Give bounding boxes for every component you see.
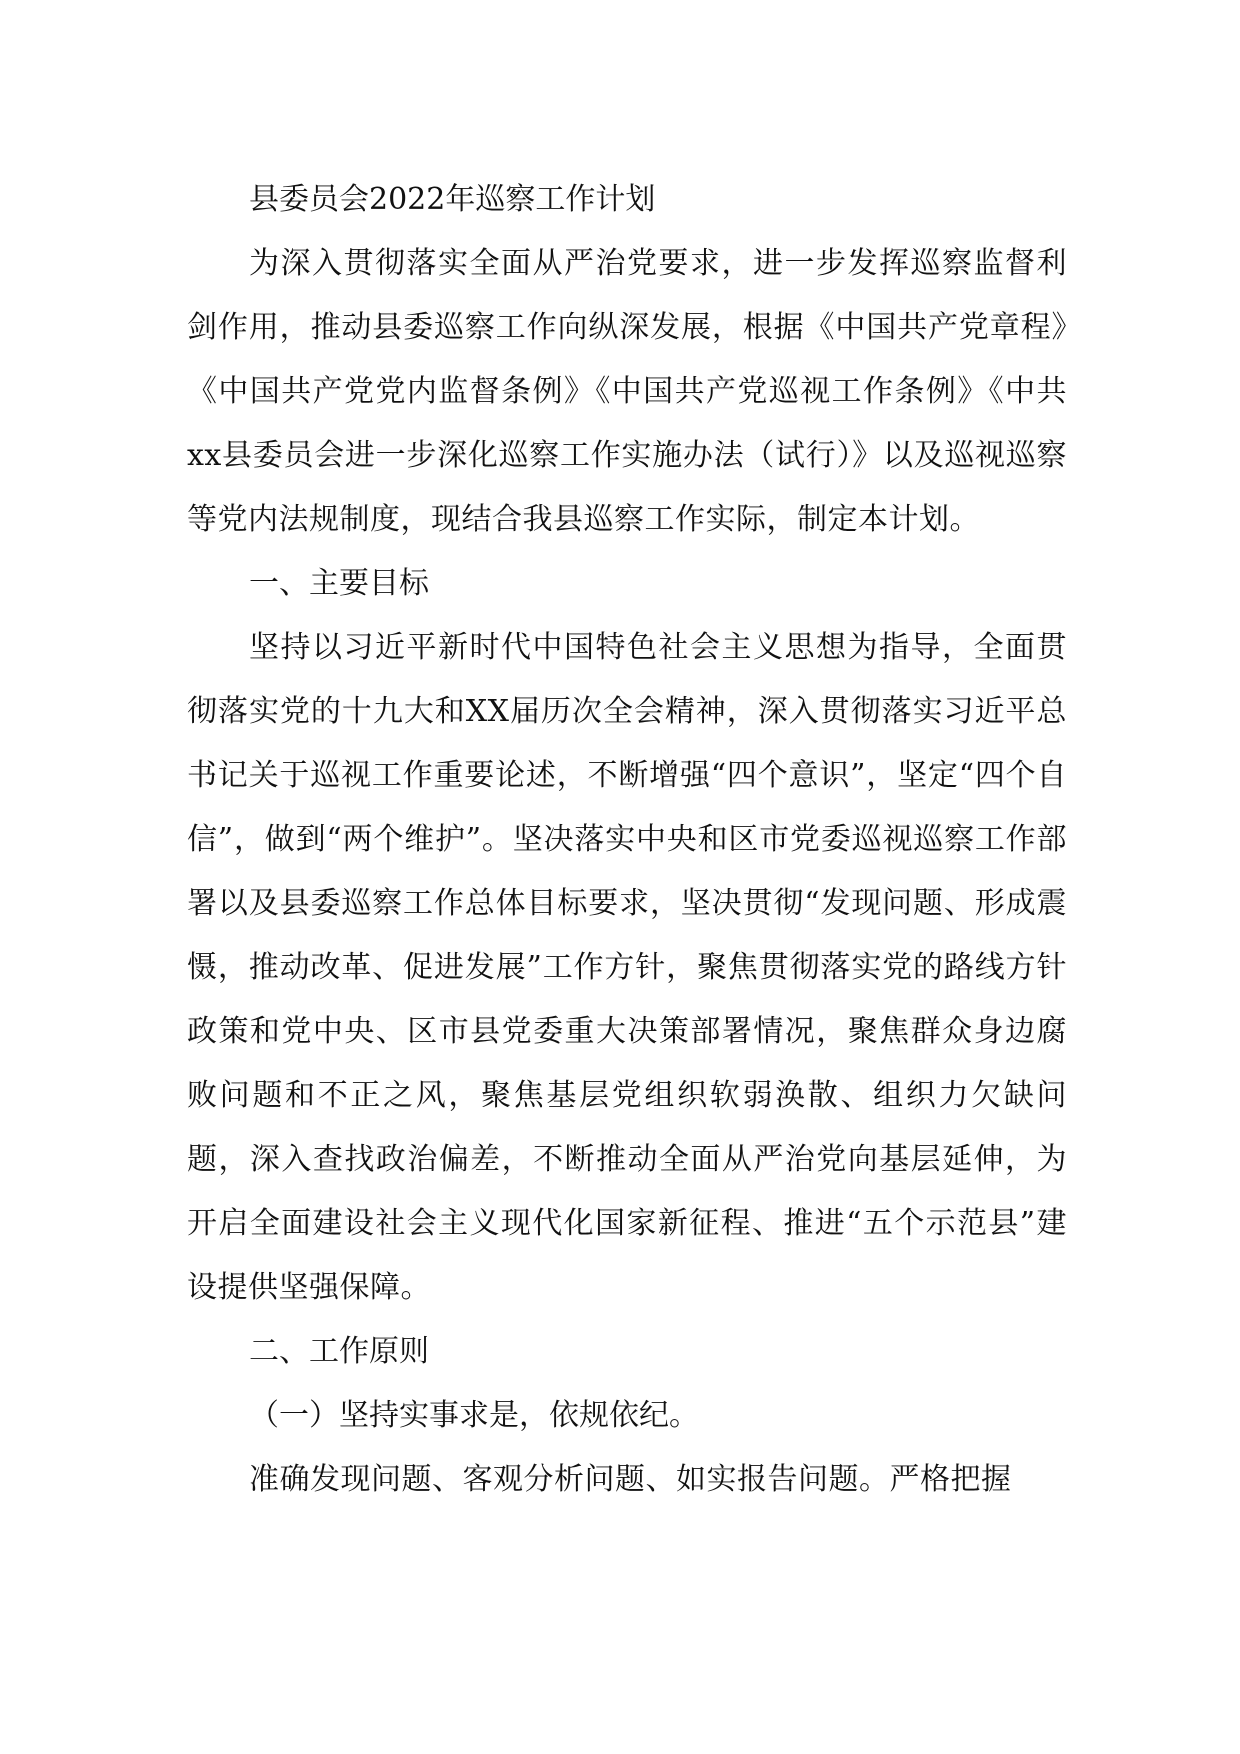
principle-1-paragraph: 准确发现问题、客观分析问题、如实报告问题。严格把握 (249, 1462, 1012, 1497)
document-title: 县委员会2022年巡察工作计划 (249, 182, 656, 217)
intro-paragraph: 为深入贯彻落实全面从严治党要求，进一步发挥巡察监督利剑作用，推动县委巡察工作向纵深发展，根据《中国共产党章程》《中国共产党党内监督条例》《中国共产党巡视工作条例》《中共xx县委员会进一步深化巡察工作实施办法（试行）》以及巡视巡察等党内法规制度，现结合我县巡察工作实际，制定本计划。 (187, 246, 1067, 537)
main-goals-paragraph: 坚持以习近平新时代中国特色社会主义思想为指导，全面贯彻落实党的十九大和XX届历次全会精神，深入贯彻落实习近平总书记关于巡视工作重要论述，不断增强“四个意识”，坚定“四个自信”，做到“两个维护”。坚决落实中央和区市党委巡视巡察工作部署以及县委巡察工作总体目标要求，坚决贯彻“发现问题、形成震慑，推动改革、促进发展”工作方针，聚焦贯彻落实党的路线方针政策和党中央、区市县党委重大决策部署情况，聚焦群众身边腐败问题和不正之风，聚焦基层党组织软弱涣散、组织力欠缺问题，深入查找政治偏差，不断推动全面从严治党向基层延伸，为开启全面建设社会主义现代化国家新征程、推进“五个示范县”建设提供坚强保障。 (187, 630, 1067, 1305)
section-heading-main-goals: 一、主要目标 (249, 566, 429, 601)
section-heading-work-principles: 二、工作原则 (249, 1334, 429, 1369)
document-body (187, 168, 1067, 1512)
subsection-heading-principle-1: （一）坚持实事求是，依规依纪。 (249, 1398, 699, 1433)
